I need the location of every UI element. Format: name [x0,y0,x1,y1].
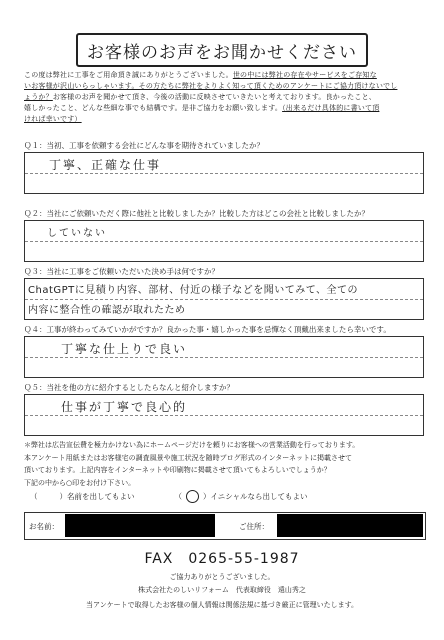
choice-name-ok-label: 名前を出してもよい [67,492,135,501]
intro-line4b: （出来るだけ具体的に書いて頂 [282,104,380,112]
intro-line2: いお客様が沢山いらっしゃいます。その方たちに弊社をよりよく知って頂くためのアンケートにご協力頂けないでし [24,82,398,90]
name-label: お名前： [29,522,59,531]
answer-rule [25,299,423,300]
intro-line3b: お客様のお声を聞かせて頂き、今後の活動に反映させていきたいと考えております。良かったこと、 [52,93,376,101]
page-title: お客様のお声をお聞かせください [76,33,368,67]
choice-initial-ok[interactable]: （ ） イニシャルなら出してもよい [174,492,308,501]
notice-line2: 本アンケート用紙またはお客様宅の調査風景や施工状況を随時ブログ形式のインターネットに掲載させて [24,453,352,462]
notice-line4: 下記の中から○印をお付け下さい。 [24,478,136,487]
answer-4-box[interactable] [24,336,424,378]
answer-5-text: 仕事が丁寧で良心的 [61,400,188,414]
answer-1-box[interactable] [24,152,424,194]
address-redacted [277,514,423,537]
question-5-label: Ｑ５：当社を他の方に紹介するとしたらなんと紹介しますか？ [24,383,234,392]
name-redacted [65,514,215,537]
answer-3-box[interactable] [24,278,424,320]
choice-initial-ok-label: イニシャルなら出してもよい [210,492,308,501]
intro-line4: 嬉しかったこと、どんな些細な事でも結構です。是非ご協力をお願い致します。 [24,104,283,112]
answer-2-text: していない [47,228,107,239]
answer-2-box[interactable] [24,220,424,262]
notice-line3: 頂いております。上記内容をインターネットや印刷物に掲載させて頂いてもよろしいでしょうか？ [24,466,331,474]
answer-rule [25,357,423,358]
question-2-label: Ｑ２：当社にご依頼いただく際に他社と比較しましたか？比較した方はどこの会社と比較しましたか？ [24,209,369,218]
intro-line5: ければ幸いです） [24,115,82,123]
answer-1-text: 丁寧、正確な仕事 [49,158,162,172]
thanks-text: ご協力ありがとうございました。 [169,573,275,581]
publication-choices [30,490,410,503]
answer-5-box[interactable] [24,394,424,436]
answer-3-text-line2: 内容に整合性の確認が取れたため [28,305,186,316]
answer-rule [25,241,423,242]
selected-circle-mark [186,490,199,503]
publication-notice [24,439,424,489]
question-4-label: Ｑ４：工事が終わってみていかがですか？良かった事・嬉しかった事を忌憚なく頂戴出来ましたら幸いです。 [24,325,391,334]
fax-number: FAX 0265-55-1987 [144,551,300,567]
choice-name-ok[interactable]: （ ） 名前を出してもよい [30,492,135,501]
intro-line1a: この度は弊社に工事をご用命頂き誠にありがとうございました。 [24,71,233,79]
intro-line3a: ょうか？ [24,93,53,101]
privacy-notice: 当アンケートで取得したお客様の個人情報は関係法規に基づき厳正に管理いたします。 [85,601,359,609]
company-name: 株式会社たのしいリフォーム 代表取締役 遠山秀之 [138,586,306,594]
answer-rule [25,415,423,416]
intro-text [24,70,424,125]
answer-4-text: 丁寧な仕上りで良い [61,342,188,356]
question-1-label: Ｑ１：当初、工事を依頼する会社にどんな事を期待されていましたか？ [24,141,264,150]
intro-line1b: 世の中には弊社の存在やサービスをご存知な [232,71,377,79]
address-label: ご住所： [239,522,269,531]
question-3-label: Ｑ３：当社に工事をご依頼いただいた決め手は何ですか？ [24,267,219,276]
answer-rule [25,173,423,174]
contact-row [24,512,426,540]
answer-3-text-line1: ChatGPTに見積り内容、部材、付近の様子などを聞いてみて、全ての [28,285,359,296]
notice-line1: ＊弊社は広告宣伝費を極力かけない為にホームページだけを頼りにお客様への営業活動を行っております。 [24,441,360,449]
